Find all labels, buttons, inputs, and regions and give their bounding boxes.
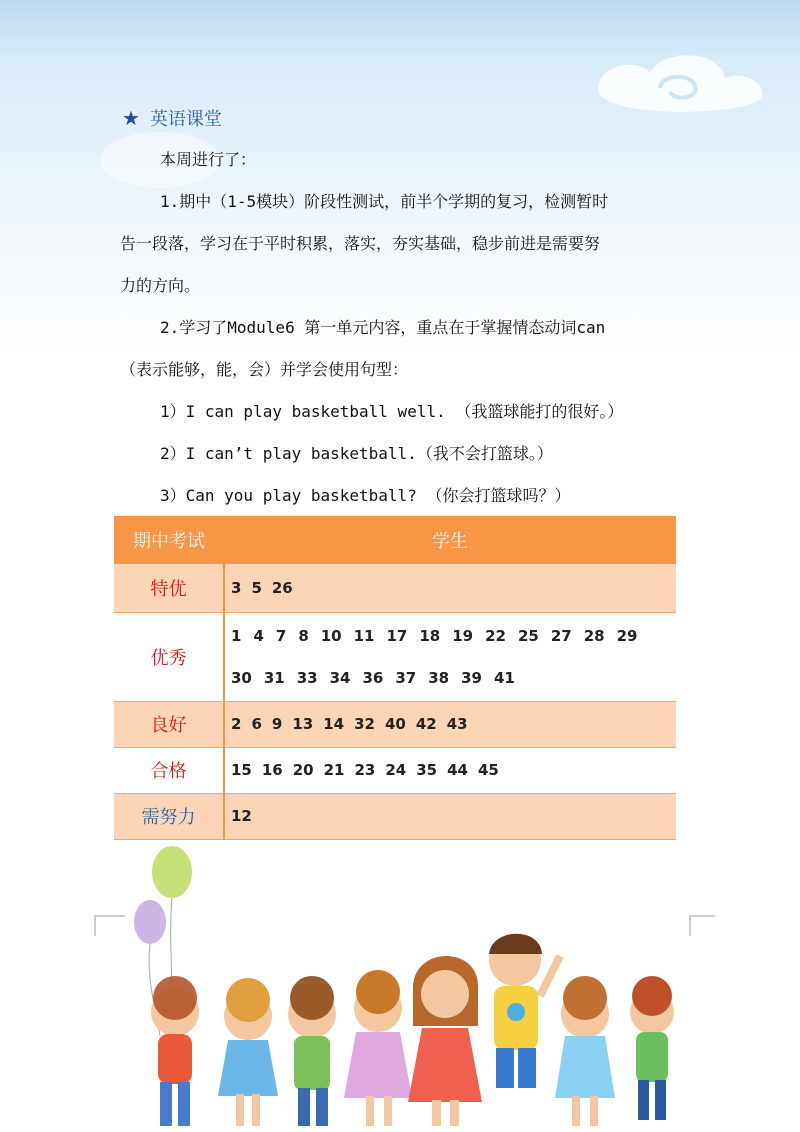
- student-number: 6: [251, 715, 262, 733]
- student-number: 43: [446, 715, 468, 733]
- student-number: 9: [271, 715, 283, 733]
- numbers-cell: [224, 701, 676, 747]
- student-number: 16: [261, 761, 283, 779]
- student-number: 22: [485, 626, 506, 645]
- student-number: 32: [354, 715, 375, 733]
- student-number: 26: [271, 578, 293, 597]
- student-number: 31: [263, 668, 285, 687]
- section-title-text: 英语课堂: [149, 109, 222, 130]
- student-number: 29: [616, 626, 638, 645]
- student-number: 20: [292, 761, 314, 779]
- category-cell: 优秀: [114, 612, 224, 701]
- student-number: 24: [385, 761, 407, 779]
- student-number: 45: [478, 761, 499, 779]
- student-number: 1: [231, 626, 242, 645]
- paragraph-2-line-1: 2.学习了Module6 第一单元内容，重点在于掌握情态动词can: [160, 318, 606, 337]
- student-number: 44: [447, 761, 468, 779]
- intro-line: 本周进行了：: [160, 150, 257, 169]
- student-number: 2: [231, 715, 242, 733]
- table-row: [114, 701, 676, 747]
- student-number: 15: [231, 761, 252, 779]
- student-number: 25: [518, 626, 539, 645]
- section-title: [122, 104, 222, 132]
- student-number: 36: [362, 668, 384, 687]
- category-cell: 特优: [114, 564, 224, 612]
- student-number: 8: [298, 626, 309, 645]
- student-number: 3: [231, 578, 242, 597]
- student-number: 13: [292, 715, 314, 733]
- table-row: [114, 612, 676, 701]
- student-number: 38: [428, 668, 450, 687]
- student-number: 23: [354, 761, 376, 779]
- table-row: [114, 747, 676, 793]
- header-students: 学生: [224, 516, 676, 564]
- student-number: 14: [323, 715, 345, 733]
- student-number: 39: [461, 668, 482, 687]
- numbers-cell: [224, 747, 676, 793]
- table-row: [114, 564, 676, 612]
- student-number: 28: [583, 626, 605, 645]
- student-number: 21: [323, 761, 345, 779]
- grades-table: [114, 516, 676, 840]
- paragraph-1-line-3: 力的方向。: [120, 276, 201, 295]
- table-header-row: [114, 516, 676, 564]
- numbers-cell: [224, 612, 676, 701]
- numbers-cell: [224, 793, 676, 839]
- student-number: 42: [415, 715, 437, 733]
- category-cell: 良好: [114, 701, 224, 747]
- category-cell: 需努力: [114, 793, 224, 839]
- student-number: 7: [275, 626, 287, 645]
- paragraph-2-line-2: （表示能够，能，会）并学会使用句型：: [120, 360, 409, 379]
- category-cell: 合格: [114, 747, 224, 793]
- star-icon: ★: [122, 106, 140, 130]
- example-sentence-1: 1）I can play basketball well. （我篮球能打的很好。）: [160, 402, 624, 421]
- student-number: 37: [395, 668, 417, 687]
- student-number: 18: [419, 626, 441, 645]
- paragraph-1-line-1: 1.期中（1-5模块）阶段性测试，前半个学期的复习，检测暂时: [160, 192, 609, 211]
- student-number: 34: [329, 668, 351, 687]
- student-number: 40: [384, 715, 406, 733]
- student-number: 41: [494, 668, 515, 687]
- table-row: [114, 793, 676, 839]
- student-number: 35: [416, 761, 438, 779]
- example-sentence-2: 2）I can’t play basketball.（我不会打篮球。）: [160, 444, 553, 463]
- student-number: 4: [253, 626, 264, 645]
- student-number: 17: [386, 626, 408, 645]
- header-exam: 期中考试: [114, 516, 224, 564]
- student-number: 12: [231, 807, 252, 825]
- student-number: 30: [231, 668, 252, 687]
- paragraph-1-line-2: 告一段落，学习在于平时积累，落实，夯实基础，稳步前进是需要努: [120, 234, 601, 253]
- student-number: 33: [296, 668, 318, 687]
- children-illustration: [0, 836, 800, 1132]
- example-sentence-3: 3）Can you play basketball? （你会打篮球吗？）: [160, 486, 571, 505]
- student-number: 10: [320, 626, 342, 645]
- numbers-cell: [224, 564, 676, 612]
- student-number: 5: [251, 578, 262, 597]
- student-number: 11: [353, 626, 375, 645]
- student-number: 27: [550, 626, 572, 645]
- student-number: 19: [452, 626, 474, 645]
